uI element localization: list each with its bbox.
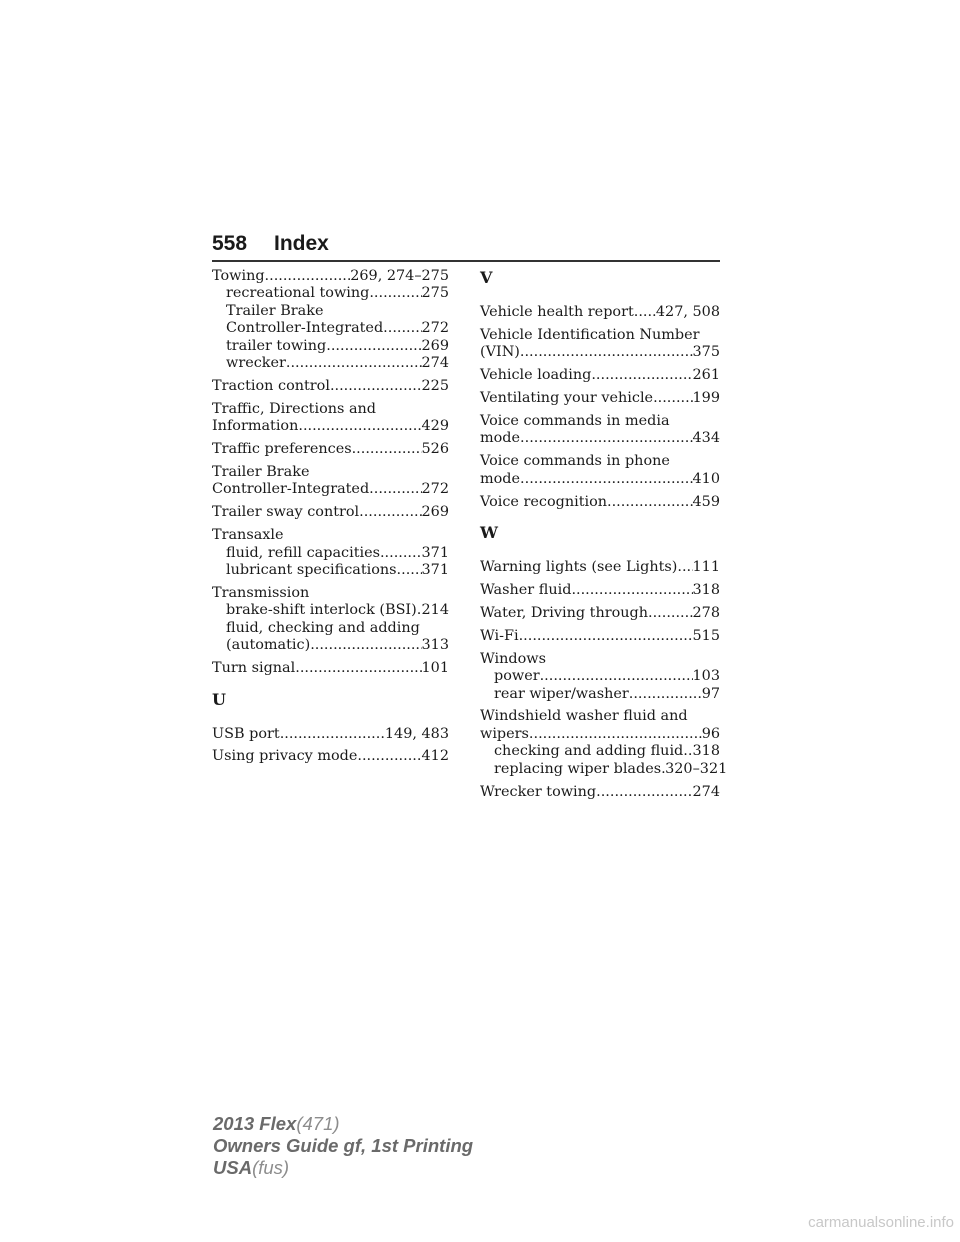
page-reference: 225 xyxy=(421,377,449,394)
index-entry-line xyxy=(480,651,720,668)
page-reference: 269 xyxy=(421,504,449,521)
index-entry xyxy=(212,726,449,743)
page-reference: 199 xyxy=(692,390,720,407)
dot-leader xyxy=(286,355,422,372)
index-term: Controller-Integrated xyxy=(212,481,370,498)
index-entry-line xyxy=(212,268,449,285)
page-reference: 375 xyxy=(692,344,720,361)
index-term: Trailer Brake xyxy=(226,302,324,319)
dot-leader xyxy=(280,726,385,743)
page-number: 558 xyxy=(212,232,248,255)
page-reference: 427, 508 xyxy=(655,304,720,320)
index-entry-line xyxy=(480,413,720,430)
index-entry-line xyxy=(212,378,449,395)
dot-leader xyxy=(326,338,421,355)
index-entry-line xyxy=(212,504,449,521)
index-term: Vehicle loading xyxy=(480,367,592,384)
dot-leader xyxy=(596,784,692,801)
index-term: Voice commands in media xyxy=(480,413,670,430)
index-entry-line xyxy=(212,726,449,743)
dot-leader xyxy=(383,320,421,337)
index-entry xyxy=(480,494,720,511)
index-entry-line xyxy=(480,471,720,488)
footer-market-code: (fus) xyxy=(252,1157,290,1178)
index-entry-line xyxy=(212,585,449,602)
index-entry xyxy=(480,453,720,488)
index-entry xyxy=(480,582,720,599)
page-reference: 320–321 xyxy=(665,760,728,777)
index-entry xyxy=(480,784,720,801)
page-reference: 526 xyxy=(421,441,449,458)
dot-leader xyxy=(629,686,702,703)
dot-leader xyxy=(380,545,422,562)
index-term: Information xyxy=(212,418,299,435)
index-term: Ventilating your vehicle xyxy=(480,390,654,407)
page-reference: 313 xyxy=(421,637,449,654)
page-reference: 434 xyxy=(692,430,720,447)
index-term: rear wiper/washer xyxy=(494,685,629,702)
footer-market: USA xyxy=(213,1157,253,1178)
page-reference: 261 xyxy=(692,367,720,384)
dot-leader xyxy=(677,559,692,576)
index-term: Windows xyxy=(480,650,546,667)
page-reference: 275 xyxy=(421,285,449,302)
page-reference: 371 xyxy=(421,544,449,561)
index-entry xyxy=(212,401,449,436)
page-reference: 278 xyxy=(692,604,720,621)
index-letter-heading: W xyxy=(480,523,498,543)
footer-model-code: (471) xyxy=(296,1113,340,1134)
page-reference: 96 xyxy=(701,725,720,742)
index-entry xyxy=(212,504,449,521)
index-term: fluid, refill capacities xyxy=(226,544,380,561)
watermark-text: carmanualsonline.info xyxy=(808,1214,954,1231)
header-divider xyxy=(212,260,720,262)
index-entry xyxy=(212,527,449,579)
index-term: Vehicle Identification Number xyxy=(480,326,700,343)
dot-leader xyxy=(330,378,422,395)
index-subentry xyxy=(480,686,720,703)
dot-leader xyxy=(653,390,692,407)
index-entry-line xyxy=(480,628,720,645)
page-reference: 269 xyxy=(421,337,449,354)
index-entry-line xyxy=(480,605,720,622)
index-entry xyxy=(212,378,449,395)
index-term: checking and adding fluid xyxy=(494,743,684,760)
dot-leader xyxy=(520,471,692,488)
page-reference: 269, 274–275 xyxy=(350,268,449,284)
document-footer xyxy=(213,1113,473,1179)
dot-leader xyxy=(591,367,692,384)
dot-leader xyxy=(265,268,351,285)
dot-leader xyxy=(295,660,421,677)
footer-line-guide xyxy=(213,1135,473,1157)
page-reference: 318 xyxy=(692,581,720,598)
index-term: Transaxle xyxy=(212,527,284,544)
dot-leader xyxy=(369,481,421,498)
index-entry-line xyxy=(212,527,449,544)
dot-leader xyxy=(571,582,692,599)
page-reference: 459 xyxy=(692,493,720,510)
page-reference: 97 xyxy=(701,685,720,702)
page-reference: 412 xyxy=(421,748,449,765)
index-entry-line xyxy=(480,430,720,447)
footer-line-market xyxy=(213,1157,473,1179)
page-reference: 272 xyxy=(421,320,449,337)
index-entry-line xyxy=(212,481,449,498)
page-title: Index xyxy=(274,232,329,255)
index-term: fluid, checking and adding xyxy=(226,619,420,636)
index-entry-line xyxy=(212,748,449,765)
index-subentry xyxy=(212,320,449,337)
index-term: Using privacy mode xyxy=(212,748,358,765)
index-term: Traffic preferences xyxy=(212,441,352,458)
index-term: mode xyxy=(480,470,521,487)
index-term: Towing xyxy=(212,268,265,284)
index-term: recreational towing xyxy=(226,285,370,302)
index-subentry xyxy=(212,562,449,579)
index-subentry xyxy=(480,743,720,760)
index-entry xyxy=(212,585,449,655)
index-entry xyxy=(212,660,449,677)
page-reference: 103 xyxy=(692,668,720,685)
page-header xyxy=(212,232,720,260)
index-entry-line xyxy=(480,327,720,344)
index-entry-line xyxy=(212,464,449,481)
index-subentry xyxy=(480,760,728,778)
footer-line-model xyxy=(213,1113,473,1135)
dot-leader xyxy=(648,605,693,622)
index-entry xyxy=(480,605,720,622)
index-letter-heading: V xyxy=(480,268,493,287)
index-entry-line xyxy=(212,660,449,677)
dot-leader xyxy=(683,743,692,760)
index-term: replacing wiper blades xyxy=(494,760,662,777)
page-reference: 274 xyxy=(421,355,449,372)
index-term: Wrecker towing xyxy=(480,783,597,800)
index-entry-line xyxy=(480,559,720,576)
footer-model: 2013 Flex xyxy=(213,1113,297,1134)
index-entry xyxy=(480,390,720,407)
dot-leader xyxy=(298,418,421,435)
index-term: USB port xyxy=(212,725,280,742)
index-entry-line xyxy=(480,367,720,384)
index-term: (VIN) xyxy=(480,344,520,361)
index-entry-line xyxy=(480,344,720,361)
index-term: trailer towing xyxy=(226,337,327,354)
page-reference: 318 xyxy=(692,743,720,760)
index-term: brake-shift interlock (BSI) xyxy=(226,602,417,619)
index-subentry xyxy=(212,637,449,654)
index-term: Turn signal xyxy=(212,660,296,677)
index-term: Water, Driving through xyxy=(480,604,649,621)
index-entry-line xyxy=(480,784,720,801)
index-entry-line xyxy=(212,401,449,418)
index-entry xyxy=(480,559,720,576)
index-entry xyxy=(480,327,720,362)
page-reference: 214 xyxy=(421,602,449,619)
page-reference: 410 xyxy=(692,470,720,487)
index-term: Traction control xyxy=(212,377,330,394)
index-entry-line xyxy=(480,726,720,743)
page-reference: 371 xyxy=(421,562,449,579)
index-column-right xyxy=(480,268,728,806)
index-entry xyxy=(212,441,449,458)
index-entry xyxy=(480,304,720,321)
index-term: wipers xyxy=(480,725,529,742)
index-term: Trailer sway control xyxy=(212,504,360,521)
index-entry-line xyxy=(480,453,720,470)
index-subentry xyxy=(212,602,449,619)
index-term: Voice commands in phone xyxy=(480,453,670,470)
page-reference: 101 xyxy=(421,660,449,677)
index-term: (automatic) xyxy=(226,637,311,654)
index-term: Voice recognition xyxy=(480,493,608,510)
dot-leader xyxy=(310,637,421,654)
index-entry xyxy=(480,367,720,384)
index-term: Transmission xyxy=(212,585,310,601)
index-subentry xyxy=(212,338,449,355)
dot-leader xyxy=(359,504,421,521)
index-entry-line xyxy=(480,582,720,599)
dot-leader xyxy=(520,430,692,447)
index-term: Washer fluid xyxy=(480,581,572,598)
index-subentry xyxy=(212,355,449,372)
index-entry xyxy=(480,628,720,645)
page-reference: 515 xyxy=(692,627,720,644)
index-entry-line xyxy=(480,390,720,407)
index-term: Traffic, Directions and xyxy=(212,400,377,417)
page-reference: 149, 483 xyxy=(384,725,449,742)
index-entry xyxy=(212,748,449,765)
dot-leader xyxy=(634,304,656,321)
page-reference: 429 xyxy=(421,418,449,435)
index-subentry xyxy=(212,620,449,637)
index-term: Trailer Brake xyxy=(212,464,310,481)
dot-leader xyxy=(607,494,693,511)
index-entry xyxy=(480,708,728,778)
index-subentry xyxy=(212,545,449,562)
index-column-left xyxy=(212,268,449,771)
index-term: Wi-Fi xyxy=(480,627,519,644)
index-term: mode xyxy=(480,430,521,447)
index-entry-line xyxy=(480,304,720,321)
dot-leader xyxy=(540,668,693,685)
dot-leader xyxy=(529,726,702,743)
index-entry xyxy=(480,413,720,448)
index-subentry xyxy=(212,303,449,320)
index-entry xyxy=(480,651,720,703)
dot-leader xyxy=(519,628,693,645)
index-term: power xyxy=(494,668,540,685)
index-term: wrecker xyxy=(226,355,286,372)
dot-leader xyxy=(520,344,693,361)
dot-leader xyxy=(357,748,421,765)
index-subentry xyxy=(480,668,720,685)
index-letter-heading: U xyxy=(212,689,226,709)
index-term: Controller-Integrated xyxy=(226,320,384,337)
index-entry xyxy=(212,268,449,372)
index-entry-line xyxy=(212,441,449,458)
page-reference: 111 xyxy=(692,559,720,576)
dot-leader xyxy=(397,562,422,579)
page-reference: 274 xyxy=(692,783,720,800)
dot-leader xyxy=(352,441,422,458)
index-term: lubricant specifications xyxy=(226,562,397,579)
index-term: Windshield washer fluid and xyxy=(480,708,688,725)
index-entry-line xyxy=(480,494,720,511)
page-reference: 272 xyxy=(421,481,449,498)
index-entry-line xyxy=(480,708,720,725)
dot-leader xyxy=(369,285,421,302)
index-subentry xyxy=(212,285,449,302)
index-entry xyxy=(212,464,449,499)
footer-guide: Owners Guide gf, 1st Printing xyxy=(213,1135,474,1156)
index-term: Vehicle health report xyxy=(480,304,634,320)
index-entry-line xyxy=(212,418,449,435)
index-term: Warning lights (see Lights) xyxy=(480,559,678,576)
